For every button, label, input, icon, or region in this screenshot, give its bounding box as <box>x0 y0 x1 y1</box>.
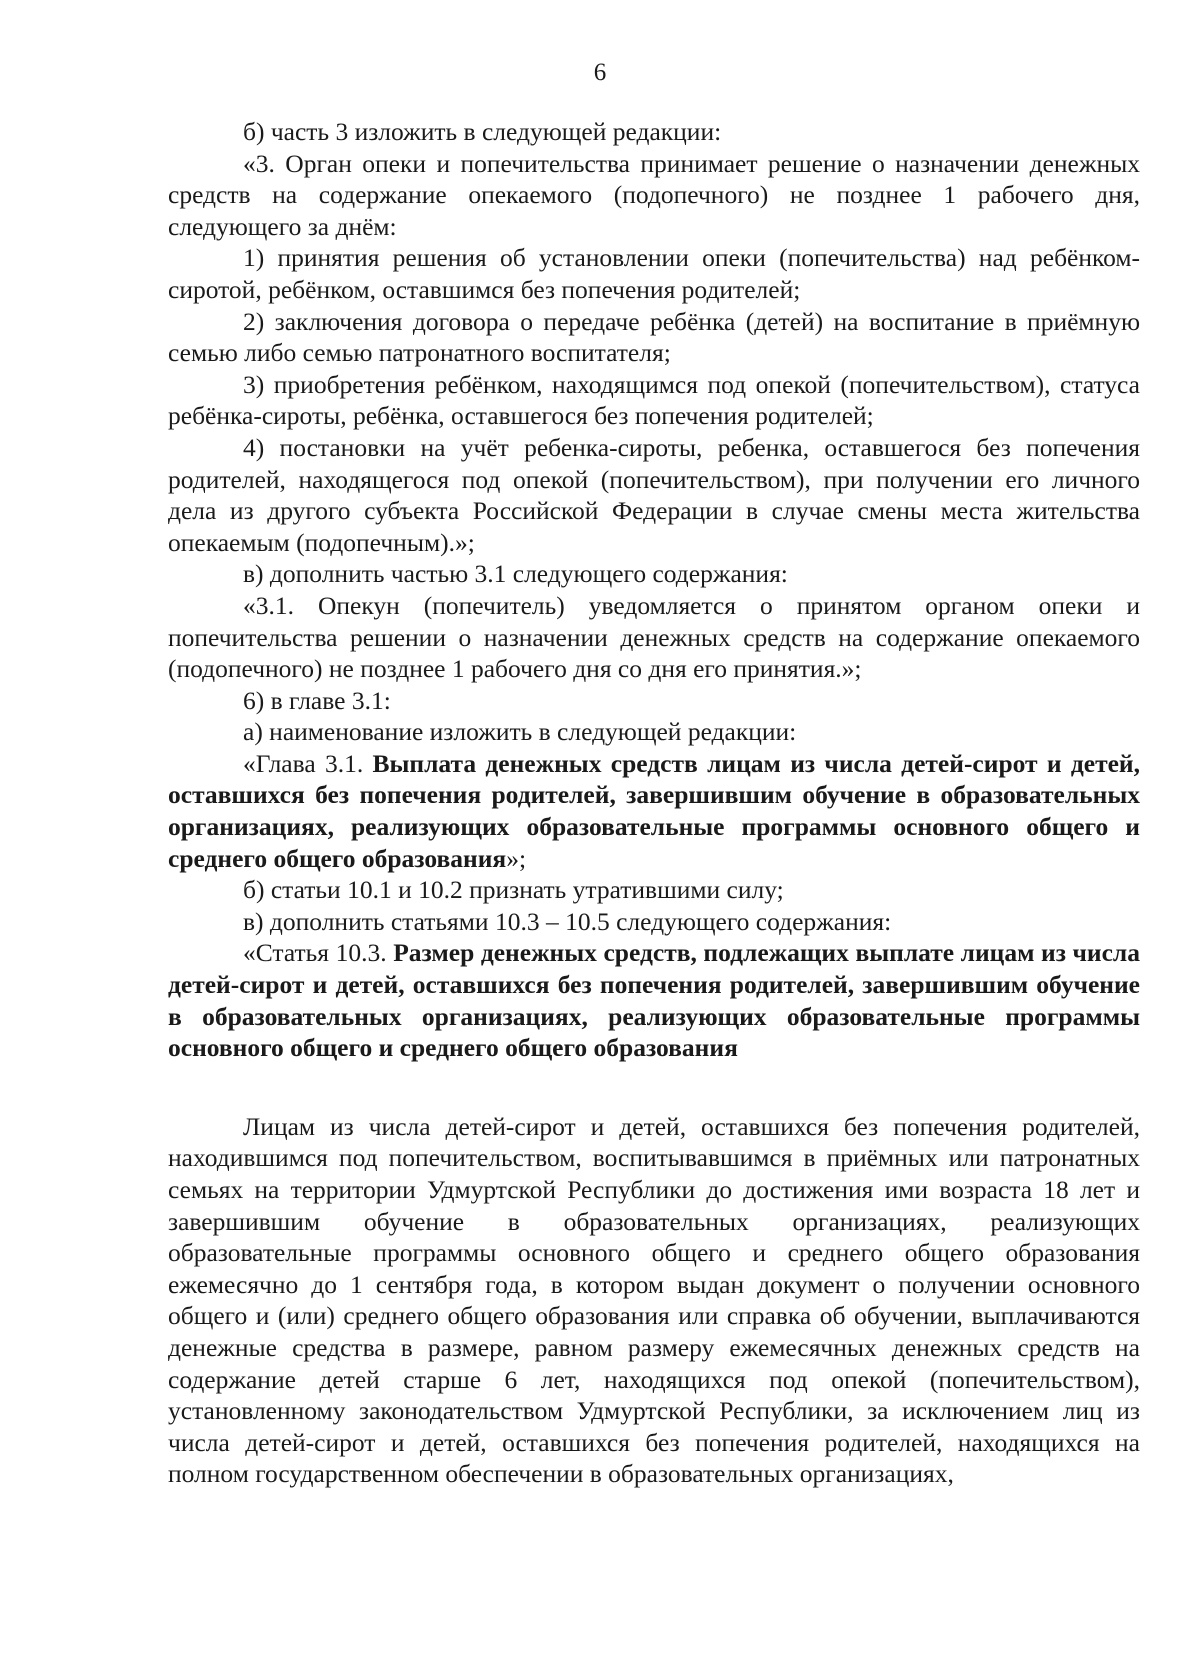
paragraph-part3-text: «3. Орган опеки и попечительства принимает решение о назначении денежных средств на содержание опекаемого (подопечного) не позднее 1 рабочего дня, следующего за днём: <box>168 148 1140 241</box>
chapter-heading-suffix: »; <box>506 843 527 873</box>
chapter-heading-prefix: «Глава 3.1. <box>243 748 373 778</box>
paragraph-b-articles: б) статьи 10.1 и 10.2 признать утратившими силу; <box>243 875 784 905</box>
article-heading-title: Размер денежных средств, подлежащих выплате лицам из числа детей-сирот и детей, оставшихся без попечения родителей, завершившим обучение в образовательных организациях, реализующих образовательные программы основного общего и среднего общего образования <box>168 938 1140 1063</box>
paragraph-item-1: 1) принятия решения об установлении опеки (попечительства) над ребёнком-сиротой, ребёнком, оставшимся без попечения родителей; <box>168 243 1140 304</box>
paragraph-item-4: 4) постановки на учёт ребенка-сироты, ребенка, оставшегося без попечения родителей, находящегося под опекой (попечительством), при получении его личного дела из другого субъекта Российской Федерации в случае смены места жительства опекаемым (подопечным).»; <box>168 432 1140 557</box>
page-number: 6 <box>593 59 607 86</box>
chapter-heading-title: Выплата денежных средств лицам из числа детей-сирот и детей, оставшихся без попечения родителей, завершившим обучение в образовательных организациях, реализующих образовательные программы основного общего и среднего общего образования <box>168 748 1140 873</box>
paragraph-v-articles: в) дополнить статьями 10.3 – 10.5 следующего содержания: <box>243 906 892 936</box>
paragraph-a-name: а) наименование изложить в следующей редакции: <box>243 717 797 747</box>
spacer <box>168 1064 1140 1111</box>
chapter-heading <box>168 748 1140 874</box>
article-heading <box>168 937 1140 1063</box>
article-heading-prefix: «Статья 10.3. <box>243 938 394 968</box>
paragraph-item-3: 3) приобретения ребёнком, находящимся под опекой (попечительством), статуса ребёнка-сироты, ребёнка, оставшегося без попечения родителей; <box>168 369 1140 431</box>
article-body-text: Лицам из числа детей-сирот и детей, оставшихся без попечения родителей, находившимся под попечительством, воспитывавшимся в приёмных или патронатных семьях на территории Удмуртской Республики до достижения ими возраста 18 лет и завершившим обучение в образовательных организациях, реализующих образовательные программы основного общего и среднего общего образования ежемесячно до 1 сентября года, в котором выдан документ о получении основного общего и (или) среднего общего образования или справка об обучении, выплачиваются денежные средства в размере, равном размеру ежемесячных денежных средств на содержание детей старше 6 лет, находящихся под опекой (попечительством), установленному законодательством Удмуртской Республики, за исключением лиц из числа детей-сирот и детей, оставшихся без попечения родителей, находящихся на полном государственном обеспечении в образовательных организациях, <box>168 1111 1140 1489</box>
paragraph-b-part3: б) часть 3 изложить в следующей редакции: <box>243 117 722 146</box>
paragraph-chapter31: 6) в главе 3.1: <box>243 685 391 715</box>
document-body <box>168 116 1140 1490</box>
paragraph-item-2: 2) заключения договора о передаче ребёнка (детей) на воспитание в приёмную семью либо семью патронатного воспитателя; <box>168 306 1140 368</box>
paragraph-part31-text: «3.1. Опекун (попечитель) уведомляется о принятом органом опеки и попечительства решении о назначении денежных средств на содержание опекаемого (подопечного) не позднее 1 рабочего дня со дня его принятия.»; <box>168 590 1140 684</box>
paragraph-v-part31: в) дополнить частью 3.1 следующего содержания: <box>243 559 788 589</box>
